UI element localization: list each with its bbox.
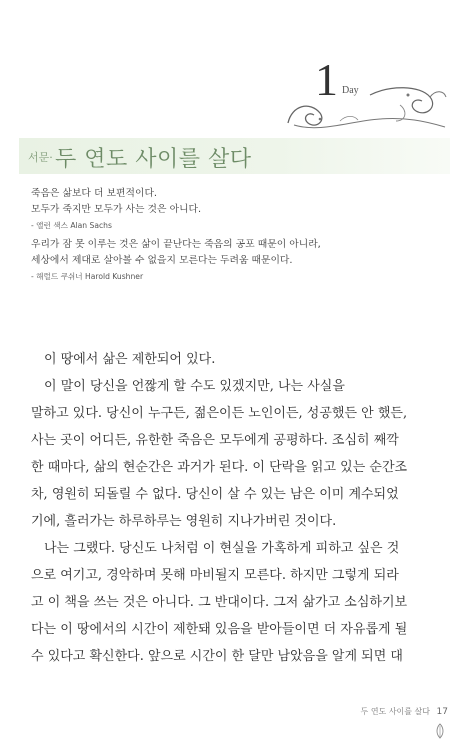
body-line: 고 이 책을 쓰는 것은 아니다. 그 반대이다. 그저 삶가고 소심하기보 (31, 595, 408, 610)
title-label: 서문· (28, 151, 53, 164)
epigraph-author: - 해럴드 쿠쉬너 Harold Kushner (31, 272, 144, 281)
day-number: 1 (315, 54, 338, 105)
page-number: 17 (436, 707, 448, 717)
body-line: 으로 여기고, 경악하며 못해 마비될지 모른다. 하지만 그렇게 되라 (31, 568, 399, 583)
body-line: 이 땅에서 삶은 제한되어 있다. (44, 352, 216, 367)
epigraph (31, 186, 431, 232)
body-line: 수 있다고 확신한다. 앞으로 시간이 한 달만 남았음을 알게 되면 대 (31, 649, 403, 664)
flourish-ornament-icon (280, 75, 450, 135)
epigraph-author: - 앨런 색스 Alan Sachs (31, 221, 112, 230)
body-line: 말하고 있다. 당신이 누구든, 젊은이든 노인이든, 성공했든 안 했든, (31, 406, 408, 421)
epigraph-line: 모두가 죽지만 모두가 사는 것은 아니다. (31, 204, 202, 215)
body-line: 이 말이 당신을 언짢게 할 수도 있겠지만, 나는 사실을 (44, 379, 345, 394)
body-line: 기에, 흘러가는 하루하루는 영원히 지나가버린 것이다. (31, 514, 337, 529)
body-line: 사는 곳이 어디든, 유한한 죽음은 모두에게 공평하다. 조심히 째깍 (31, 433, 399, 448)
day-label: Day (342, 85, 359, 96)
leaf-ornament-icon (430, 722, 450, 740)
running-title: 두 연도 사이를 살다 (360, 707, 430, 716)
page-footer (361, 706, 448, 717)
chapter-title-band (19, 138, 450, 174)
body-line: 차, 영원히 되돌릴 수 없다. 당신이 살 수 있는 남은 이미 계수되었 (31, 487, 399, 502)
day-header (280, 55, 450, 135)
body-text (31, 346, 433, 670)
epigraph (31, 237, 431, 283)
body-line: 한 때마다, 삶의 현순간은 과거가 된다. 이 단락을 읽고 있는 순간조 (31, 460, 408, 475)
body-line: 다는 이 땅에서의 시간이 제한돼 있음을 받아들이면 더 자유롭게 될 (31, 622, 408, 637)
chapter-title: 두 연도 사이를 살다 (55, 147, 252, 172)
epigraph-line: 세상에서 제대로 살아볼 수 없을지 모른다는 두려움 때문이다. (31, 255, 293, 266)
epigraph-line: 우리가 잠 못 이루는 것은 삶이 끝난다는 죽음의 공포 때문이 아니라, (31, 239, 321, 250)
body-line: 나는 그랬다. 당신도 나처럼 이 현실을 가혹하게 피하고 싶은 것 (44, 541, 400, 556)
epigraph-line: 죽음은 삶보다 더 보편적이다. (31, 188, 158, 199)
